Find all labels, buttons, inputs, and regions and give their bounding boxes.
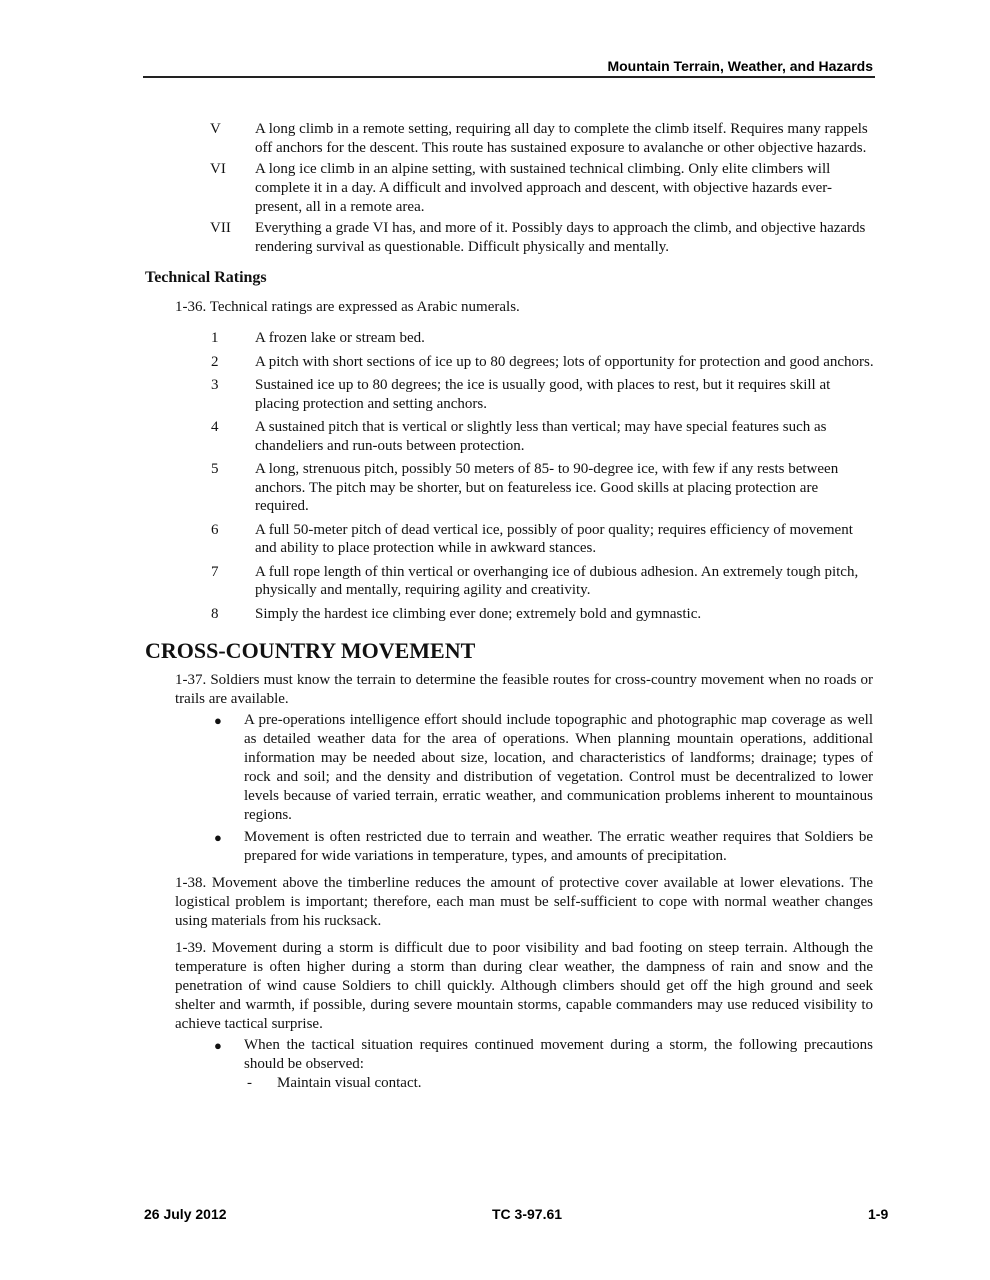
bullet-item xyxy=(0,1036,990,1074)
rating-description: A full 50-meter pitch of dead vertical ice, possibly of poor quality; requires efficiency of movement and ability to place protection while in awkward stances. xyxy=(255,521,853,556)
bullet-text: A pre-operations intelligence effort should include topographic and photographic map coverage as well as detailed weather data for the area of operations. When planning mountain operations, additional information may be needed about size, location, and characteristics of landforms; drainage; types of rock and soil; and the density and distribution of vegetation. Control must be decentralized to lower levels because of varied terrain, erratic weather, and communication problems inherent to mountainous regions. xyxy=(244,712,873,823)
rating-description: A full rope length of thin vertical or overhanging ice of dubious adhesion. An extremely tough pitch, physically and mentally, requiring agility and creativity. xyxy=(255,563,859,598)
rating-number: 4 xyxy=(211,419,219,435)
rating-number: 5 xyxy=(211,461,219,477)
running-head-title: Mountain Terrain, Weather, and Hazards xyxy=(607,58,873,74)
grade-description: A long climb in a remote setting, requiring all day to complete the climb itself. Requires many rappels off anchors for the descent. This route has sustained exposure to avalanche or other objective hazards. xyxy=(255,121,868,156)
rating-number: 1 xyxy=(211,330,219,346)
paragraph-1-37: 1-37. Soldiers must know the terrain to determine the feasible routes for cross-country movement when no roads or trails are available. xyxy=(175,672,873,707)
grade-description: Everything a grade VI has, and more of it. Possibly days to approach the climb, and objective hazards rendering survival as questionable. Difficult physically and mentally. xyxy=(255,220,866,255)
rating-description: A pitch with short sections of ice up to 80 degrees; lots of opportunity for protection and good anchors. xyxy=(255,353,874,370)
grade-number: VII xyxy=(210,220,231,236)
rating-number: 6 xyxy=(211,521,219,538)
rating-description: Simply the hardest ice climbing ever done; extremely bold and gymnastic. xyxy=(255,605,702,622)
cross-country-movement-title: CROSS-COUNTRY MOVEMENT xyxy=(145,638,476,663)
paragraph-1-38: 1-38. Movement above the timberline reduces the amount of protective cover available at lower elevations. The logistical problem is important; therefore, each man must be self-sufficient to cope with normal weather changes using materials from his rucksack. xyxy=(175,875,873,929)
bullet-icon: ● xyxy=(214,830,222,845)
rating-number: 7 xyxy=(211,563,219,580)
rating-item xyxy=(0,521,990,558)
page-content xyxy=(0,120,990,1093)
rating-description: A sustained pitch that is vertical or slightly less than vertical; may have special features such as chandeliers and run-outs between protection. xyxy=(255,419,827,454)
rating-number: 8 xyxy=(211,605,219,622)
grade-item xyxy=(0,120,990,158)
rating-item xyxy=(0,605,990,624)
grade-description: A long ice climb in an alpine setting, with sustained technical climbing. Only elite climbers will complete it in a day. A difficult and involved approach and descent, with objective hazards ever-present, all in a remote area. xyxy=(255,161,833,215)
rating-item xyxy=(0,329,990,348)
grade-number: V xyxy=(210,121,221,137)
rating-item xyxy=(0,563,990,600)
rating-description: Sustained ice up to 80 degrees; the ice is usually good, with places to rest, but it requires skill at placing protection and setting anchors. xyxy=(255,377,831,412)
paragraph-1-36: 1-36. Technical ratings are expressed as Arabic numerals. xyxy=(175,299,520,315)
grade-item xyxy=(0,160,990,217)
rating-item xyxy=(0,353,990,372)
bullet-icon: ● xyxy=(214,713,222,728)
dash-text: Maintain visual contact. xyxy=(277,1075,422,1091)
footer-page-number: 1-9 xyxy=(868,1206,889,1222)
rating-item xyxy=(0,418,990,455)
footer-document-id: TC 3-97.61 xyxy=(492,1206,563,1222)
technical-ratings-list xyxy=(0,329,990,623)
dash-marker: - xyxy=(247,1075,252,1091)
dash-item xyxy=(0,1074,990,1093)
grade-item xyxy=(0,219,990,257)
rating-description: A long, strenuous pitch, possibly 50 meters of 85- to 90-degree ice, with few if any rests between anchors. The pitch may be shorter, but on featureless ice. Good skills at placing protection are required. xyxy=(255,461,839,514)
footer-date: 26 July 2012 xyxy=(144,1206,227,1222)
rating-number: 2 xyxy=(211,353,219,370)
grade-number: VI xyxy=(210,161,226,177)
rating-item xyxy=(0,460,990,516)
bullet-icon: ● xyxy=(214,1038,222,1053)
rating-item xyxy=(0,376,990,413)
header-rule xyxy=(143,76,875,78)
technical-ratings-heading: Technical Ratings xyxy=(145,269,267,286)
bullet-text: Movement is often restricted due to terrain and weather. The erratic weather requires that Soldiers be prepared for wide variations in temperature, types, and amounts of precipitation. xyxy=(244,829,873,864)
bullet-text: When the tactical situation requires continued movement during a storm, the following precautions should be observed: xyxy=(244,1037,873,1072)
bullet-item xyxy=(0,828,990,866)
bullet-item xyxy=(0,711,990,825)
paragraph-1-39: 1-39. Movement during a storm is difficult due to poor visibility and bad footing on steep terrain. Although the temperature is often higher during a storm than during clear weather, the dampness of rain and snow and the penetration of wind cause Soldiers to chill quickly. Although climbers should get off the high ground and seek shelter and warmth, if possible, during severe mountain storms, capable commanders may use reduced visibility to achieve tactical surprise. xyxy=(175,940,873,1032)
rating-description: A frozen lake or stream bed. xyxy=(255,330,425,346)
rating-number: 3 xyxy=(211,377,219,393)
